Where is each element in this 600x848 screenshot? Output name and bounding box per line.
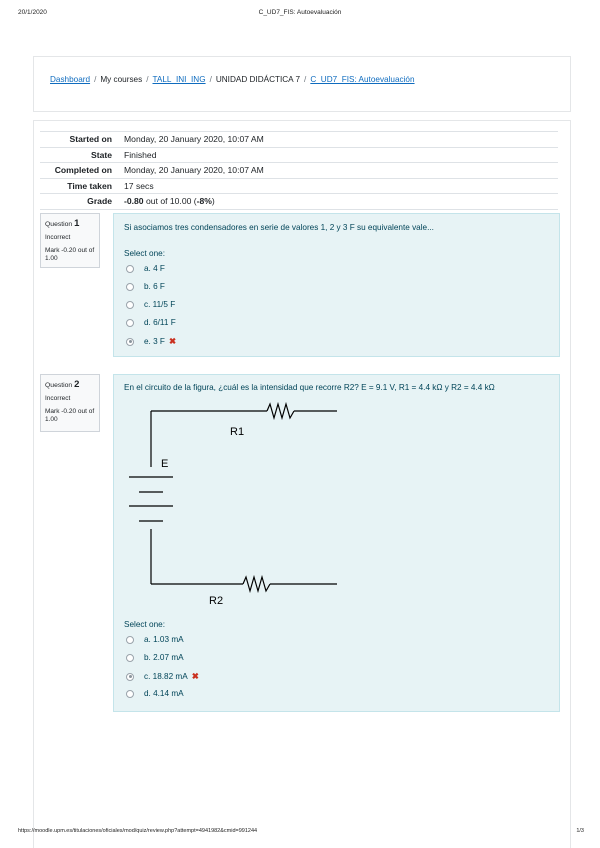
answer-option[interactable] (126, 300, 175, 309)
e-label: E (161, 458, 169, 470)
question-text: Si asociamos tres condensadores en serie de valores 1, 2 y 3 F su equivalente vale... (124, 223, 434, 232)
answer-option[interactable] (126, 264, 165, 273)
grade-percent: -8% (196, 196, 212, 207)
question-info (40, 374, 100, 432)
question-label: Question (45, 221, 73, 228)
answer-option-label: b. 2.07 mA (144, 653, 184, 662)
grade-out-of: out of 10.00 ( (143, 196, 197, 207)
answer-option[interactable] (126, 689, 184, 698)
summary-row-completed (40, 162, 558, 178)
breadcrumb-activity-link[interactable]: C_UD7_FIS: Autoevaluación (310, 75, 415, 84)
grade-label: Grade (87, 196, 112, 207)
summary-row-grade (40, 193, 558, 210)
question-mark: Mark -0.20 out of 1.00 (45, 246, 95, 263)
question-number-value: 1 (74, 218, 80, 229)
answer-option-label: b. 6 F (144, 282, 165, 291)
print-header (0, 0, 600, 22)
completed-label: Completed on (54, 165, 112, 176)
answer-option-label: d. 4.14 mA (144, 689, 184, 698)
summary-row-started (40, 131, 558, 147)
breadcrumb-separator: / (146, 75, 149, 84)
radio-button[interactable] (126, 283, 134, 291)
r2-label: R2 (209, 595, 224, 607)
print-url: https://moodle.upm.es/titulaciones/oficiales/mod/quiz/review.php?attempt=4941982&cmid=991244 (18, 828, 258, 834)
breadcrumb-course-link[interactable]: TALL_INI_ING (152, 75, 206, 84)
breadcrumb-section: UNIDAD DIDÁCTICA 7 (215, 75, 301, 84)
state-label: State (90, 149, 112, 160)
radio-button[interactable] (126, 319, 134, 327)
question-number (45, 218, 95, 230)
radio-button-checked[interactable] (126, 338, 134, 346)
time-taken-value: 17 secs (124, 180, 154, 191)
grade-score: -0.80 (124, 196, 144, 207)
print-date: 20/1/2020 (18, 9, 47, 16)
cross-icon: ✖ (191, 671, 199, 681)
question-text: En el circuito de la figura, ¿cuál es la intensidad que recorre R2? E = 9.1 V, R1 = 4.4 kΩ y R2 = 4.4 kΩ (124, 383, 495, 392)
answer-option-label: c. 18.82 mA (144, 672, 188, 681)
grade-close: ) (211, 196, 215, 207)
breadcrumb-separator: / (209, 75, 212, 84)
resistor-r1 (267, 404, 294, 418)
answer-option-label: a. 1.03 mA (144, 635, 184, 644)
question-number (45, 379, 95, 391)
answer-option-label: e. 3 F (144, 337, 165, 346)
question-content (113, 374, 560, 712)
answer-option[interactable] (126, 635, 184, 644)
radio-button[interactable] (126, 265, 134, 273)
question-state: Incorrect (45, 395, 71, 403)
circuit-diagram (125, 401, 355, 611)
grade-value (120, 194, 215, 209)
question-state: Incorrect (45, 234, 71, 242)
radio-button[interactable] (126, 690, 134, 698)
answer-option-selected[interactable] (126, 336, 176, 347)
r1-label: R1 (230, 426, 245, 438)
started-label: Started on (69, 134, 112, 144)
question-number-value: 2 (74, 379, 80, 390)
radio-button-checked[interactable] (126, 673, 134, 681)
question-content (113, 213, 560, 357)
answer-option-label: c. 11/5 F (144, 300, 176, 309)
breadcrumb-my-courses: My courses (100, 75, 143, 84)
answer-option-label: d. 6/11 F (144, 318, 176, 327)
cross-icon: ✖ (168, 336, 177, 346)
answer-option-selected[interactable] (126, 671, 199, 682)
breadcrumb (50, 75, 415, 84)
summary-row-state (40, 147, 558, 163)
answer-option[interactable] (126, 318, 176, 327)
resistor-r2 (243, 577, 270, 591)
print-title: C_UD7_FIS: Autoevaluación (258, 9, 342, 16)
breadcrumb-separator: / (304, 75, 307, 84)
print-page-number: 1/3 (576, 828, 584, 834)
completed-value: Monday, 20 January 2020, 10:07 AM (124, 165, 264, 176)
time-taken-label: Time taken (67, 180, 112, 191)
radio-button[interactable] (126, 301, 134, 309)
select-one-prompt: Select one: (124, 620, 165, 629)
question-mark: Mark -0.20 out of 1.00 (45, 407, 95, 424)
started-value: Monday, 20 January 2020, 10:07 AM (124, 134, 264, 144)
question-label: Question (45, 382, 73, 389)
summary-row-time (40, 178, 558, 194)
radio-button[interactable] (126, 636, 134, 644)
attempt-summary-table (40, 131, 558, 210)
question-info (40, 213, 100, 268)
select-one-prompt: Select one: (124, 249, 165, 258)
breadcrumb-container (33, 56, 571, 112)
state-value: Finished (124, 149, 157, 160)
breadcrumb-dashboard-link[interactable]: Dashboard (50, 75, 91, 84)
answer-option-label: a. 4 F (144, 264, 165, 273)
answer-option[interactable] (126, 282, 165, 291)
radio-button[interactable] (126, 654, 134, 662)
breadcrumb-separator: / (94, 75, 97, 84)
answer-option[interactable] (126, 653, 184, 662)
